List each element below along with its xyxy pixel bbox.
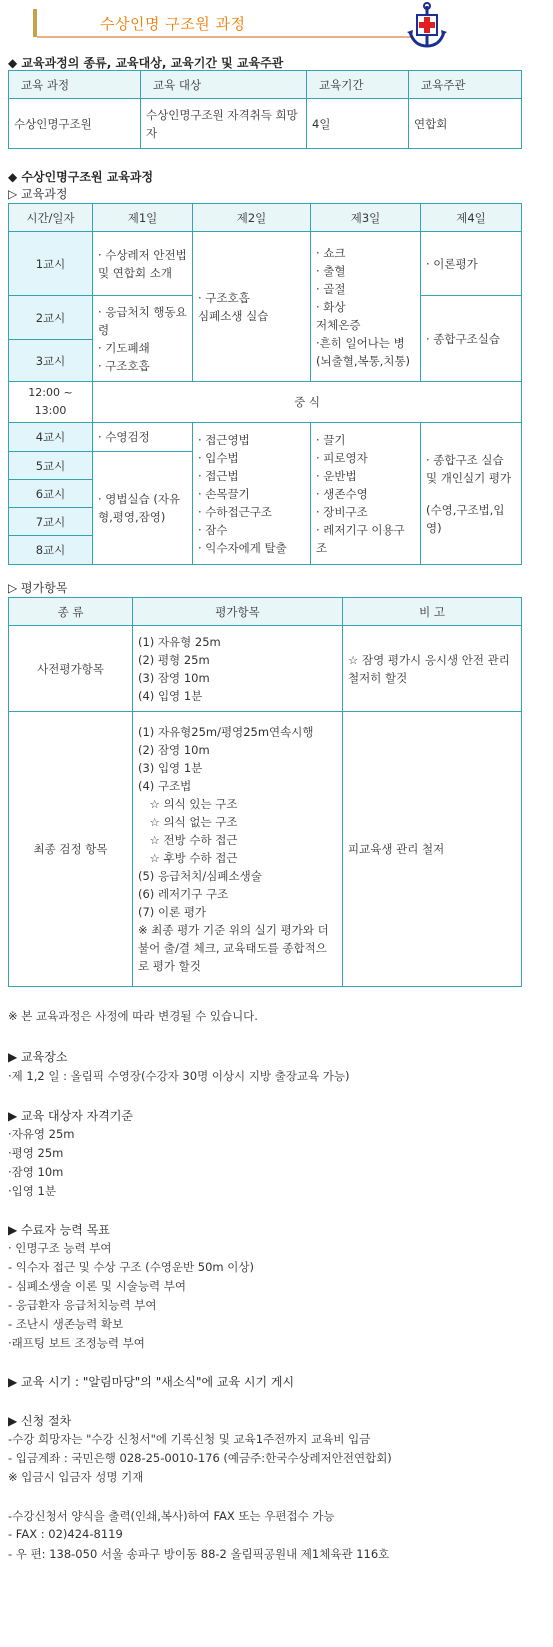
column-header: 교육 과정 <box>9 71 141 99</box>
cell-line: · 끌기 <box>316 432 346 447</box>
list-item: ·래프팅 보트 조정능력 부여 <box>8 1336 145 1350</box>
column-header: 제3일 <box>311 204 421 232</box>
cell-line: · 장비구조 <box>316 504 368 519</box>
period-label: 4교시 <box>9 423 93 452</box>
column-header: 비 고 <box>343 598 522 626</box>
table-row <box>9 99 522 149</box>
page-title: 수상인명 구조원 과정 <box>100 15 246 33</box>
table-cell: 4일 <box>307 99 409 149</box>
column-header: 제4일 <box>421 204 522 232</box>
cell-line: ☆ 후방 수하 접근 <box>138 851 238 865</box>
table-cell: · 수영검정 <box>93 423 193 452</box>
cell-line: · 피로영자 <box>316 450 368 465</box>
table-header-row <box>9 598 522 626</box>
curriculum-heading: ◆ 수상인명구조원 교육과정 <box>8 170 154 184</box>
table-cell: 수상인명구조원 <box>9 99 141 149</box>
table-cell: 연합회 <box>409 99 522 149</box>
list-item: - 응급환자 응급처치능력 부여 <box>8 1298 157 1312</box>
evaluation-type: 사전평가항목 <box>9 626 133 712</box>
evaluation-type: 최종 검정 항목 <box>9 712 133 987</box>
cell-line: · 접근영법 <box>198 432 250 447</box>
column-header: 제1일 <box>93 204 193 232</box>
anchor-cross-logo-icon <box>404 2 450 50</box>
list-item: -수강신청서 양식을 출력(인쇄,복사)하여 FAX 또는 우편접수 가능 <box>8 1509 335 1523</box>
period-label: 5교시 <box>9 452 93 480</box>
cell-line: (6) 레저기구 구조 <box>138 887 229 901</box>
cell-line: · 입수법 <box>198 450 239 465</box>
course-overview-table <box>8 70 522 149</box>
table-cell: ☆ 잠영 평가시 응시생 안전 관리 철저히 할것 <box>343 626 522 712</box>
page-header <box>0 0 553 50</box>
curriculum-subheading: ▷ 교육과정 <box>8 187 68 201</box>
cell-line: (2) 평형 25m <box>138 652 210 667</box>
cell-line: · 레저기구 이용구조 <box>316 522 405 555</box>
list-item: ·자유영 25m <box>8 1127 75 1141</box>
cell-spacer <box>426 487 516 501</box>
column-header: 제2일 <box>193 204 311 232</box>
cell-line: (7) 이론 평가 <box>138 905 207 919</box>
course-overview-heading: ◆ 교육과정의 종류, 교육대상, 교육기간 및 교육주관 <box>8 56 284 70</box>
table-cell <box>311 423 421 565</box>
table-row <box>9 232 522 296</box>
cell-line: (2) 잠영 10m <box>138 743 210 757</box>
cell-line: · 생존수영 <box>316 486 368 501</box>
table-cell <box>133 626 343 712</box>
cell-line: (뇌출혈,복통,치통) <box>316 353 411 368</box>
table-cell: · 영법실습 (자유형,평영,잠영) <box>93 452 193 565</box>
cell-line: (4) 입영 1분 <box>138 688 203 703</box>
notes-section <box>8 1005 548 1645</box>
cell-line: · 손목끌기 <box>198 486 250 501</box>
cell-line: · 수하접근구조 <box>198 504 272 519</box>
cell-line: · 운반법 <box>316 468 357 483</box>
place-heading: ▶ 교육장소 <box>8 1050 68 1064</box>
list-item: - 조난시 생존능력 확보 <box>8 1317 124 1331</box>
cell-line: ☆ 의식 있는 구조 <box>138 797 238 811</box>
column-header: 종 류 <box>9 598 133 626</box>
period-label: 12:00 ~ 13:00 <box>9 382 93 423</box>
list-item: - 우 편: 138-050 서울 송파구 방이동 88-2 올림픽공원내 제1체육관 116호 <box>8 1547 390 1561</box>
period-label: 7교시 <box>9 508 93 536</box>
cell-line: · 기도폐쇄 <box>98 340 150 355</box>
goals-heading: ▶ 수료자 능력 목표 <box>8 1223 110 1237</box>
evaluation-table <box>8 597 522 987</box>
cell-line: (3) 잠영 10m <box>138 670 210 685</box>
cell-line: · 골절 <box>316 281 346 296</box>
list-item: ·입영 1분 <box>8 1184 56 1198</box>
period-label: 2교시 <box>9 296 93 340</box>
cell-line: · 화상 <box>316 299 346 314</box>
table-row <box>9 423 522 452</box>
table-cell <box>311 232 421 382</box>
table-cell <box>133 712 343 987</box>
period-label: 8교시 <box>9 536 93 565</box>
cell-line: 저체온증 <box>316 317 361 332</box>
apply-heading: ▶ 신청 절차 <box>8 1414 72 1428</box>
column-header: 평가항목 <box>133 598 343 626</box>
table-row <box>9 626 522 712</box>
cell-line: · 구조호흡 <box>98 358 150 373</box>
cell-line: (4) 구조법 <box>138 779 192 793</box>
schedule-text: ▶ 교육 시기 : "알림마당"의 "새소식"에 교육 시기 게시 <box>8 1375 295 1389</box>
cell-line: · 접근법 <box>198 468 239 483</box>
table-row <box>9 712 522 987</box>
cell-line: · 익수자에게 탈출 <box>198 540 287 555</box>
list-item: ※ 입금시 입금자 성명 기재 <box>8 1470 144 1484</box>
cell-footnote: ※ 최종 평가 기준 위의 실기 평가와 더불어 출/결 체크, 교육태도를 종합적으로 평가 할것 <box>138 923 329 973</box>
list-item: - 입금계좌 : 국민은행 028-25-0010-176 (예금주:한국수상레저안전연합회) <box>8 1451 392 1465</box>
list-item: ·평영 25m <box>8 1146 64 1160</box>
cell-line: ☆ 의식 없는 구조 <box>138 815 238 829</box>
lunch-row <box>9 382 522 423</box>
list-item: -수강 희망자는 "수강 신청서"에 기록신청 및 교육1주전까지 교육비 입금 <box>8 1432 371 1446</box>
header-underline <box>37 36 412 38</box>
column-header: 교육기간 <box>307 71 409 99</box>
qualification-heading: ▶ 교육 대상자 자격기준 <box>8 1109 134 1123</box>
period-label: 6교시 <box>9 480 93 508</box>
table-cell <box>421 423 522 565</box>
table-header-row <box>9 71 522 99</box>
table-cell: · 종합구조실습 <box>421 296 522 382</box>
cell-line: · 쇼크 <box>316 245 346 260</box>
cell-line: ☆ 전방 수하 접근 <box>138 833 238 847</box>
table-cell <box>193 423 311 565</box>
table-cell <box>193 232 311 382</box>
list-item: - 익수자 접근 및 수상 구조 (수영운반 50m 이상) <box>8 1260 254 1274</box>
cell-line: (1) 자유형 25m <box>138 634 221 649</box>
list-item: · 인명구조 능력 부여 <box>8 1241 112 1255</box>
table-cell: 수상인명구조원 자격취득 희망자 <box>141 99 307 149</box>
column-header: 교육 대상 <box>141 71 307 99</box>
cell-line: · 응급처치 행동요령 <box>98 304 187 337</box>
period-label: 3교시 <box>9 340 93 382</box>
list-item: ·잠영 10m <box>8 1165 64 1179</box>
cell-line: · 구조호흡 <box>198 290 250 305</box>
table-cell <box>93 232 193 296</box>
cell-line: · 잠수 <box>198 522 228 537</box>
column-header: 교육주관 <box>409 71 522 99</box>
table-cell <box>93 296 193 382</box>
list-item: - 심폐소생술 이론 및 시술능력 부여 <box>8 1279 186 1293</box>
evaluation-subheading: ▷ 평가항목 <box>8 581 68 595</box>
cell-line: (5) 응급처치/심폐소생술 <box>138 869 262 883</box>
cell-line: 심폐소생 실습 <box>198 308 269 323</box>
cell-line: (3) 입영 1분 <box>138 761 203 775</box>
period-label: 1교시 <box>9 232 93 296</box>
cell-line: ·흔히 일어나는 병 <box>316 335 405 350</box>
table-cell: · 이론평가 <box>421 232 522 296</box>
curriculum-table <box>8 203 522 565</box>
cell-line: (1) 자유형25m/평영25m연속시행 <box>138 725 314 739</box>
list-item: - FAX : 02)424-8119 <box>8 1527 123 1541</box>
cell-line: · 출혈 <box>316 263 346 278</box>
header-accent-bar <box>33 9 37 37</box>
change-notice: ※ 본 교육과정은 사정에 따라 변경될 수 있습니다. <box>8 1009 258 1023</box>
place-text: ·제 1,2 일 : 올림픽 수영장(수강자 30명 이상시 지방 출장교육 가능) <box>8 1069 350 1083</box>
table-header-row <box>9 204 522 232</box>
cell-line: · 수상레저 안전법 및 연합회 소개 <box>98 247 187 280</box>
column-header: 시간/일자 <box>9 204 93 232</box>
table-cell: 피교육생 관리 철저 <box>343 712 522 987</box>
cell-line: · 종합구조 실습 및 개인실기 평가 <box>426 452 512 485</box>
cell-line: (수영,구조법,입영) <box>426 502 505 535</box>
lunch-cell: 중 식 <box>93 382 522 423</box>
